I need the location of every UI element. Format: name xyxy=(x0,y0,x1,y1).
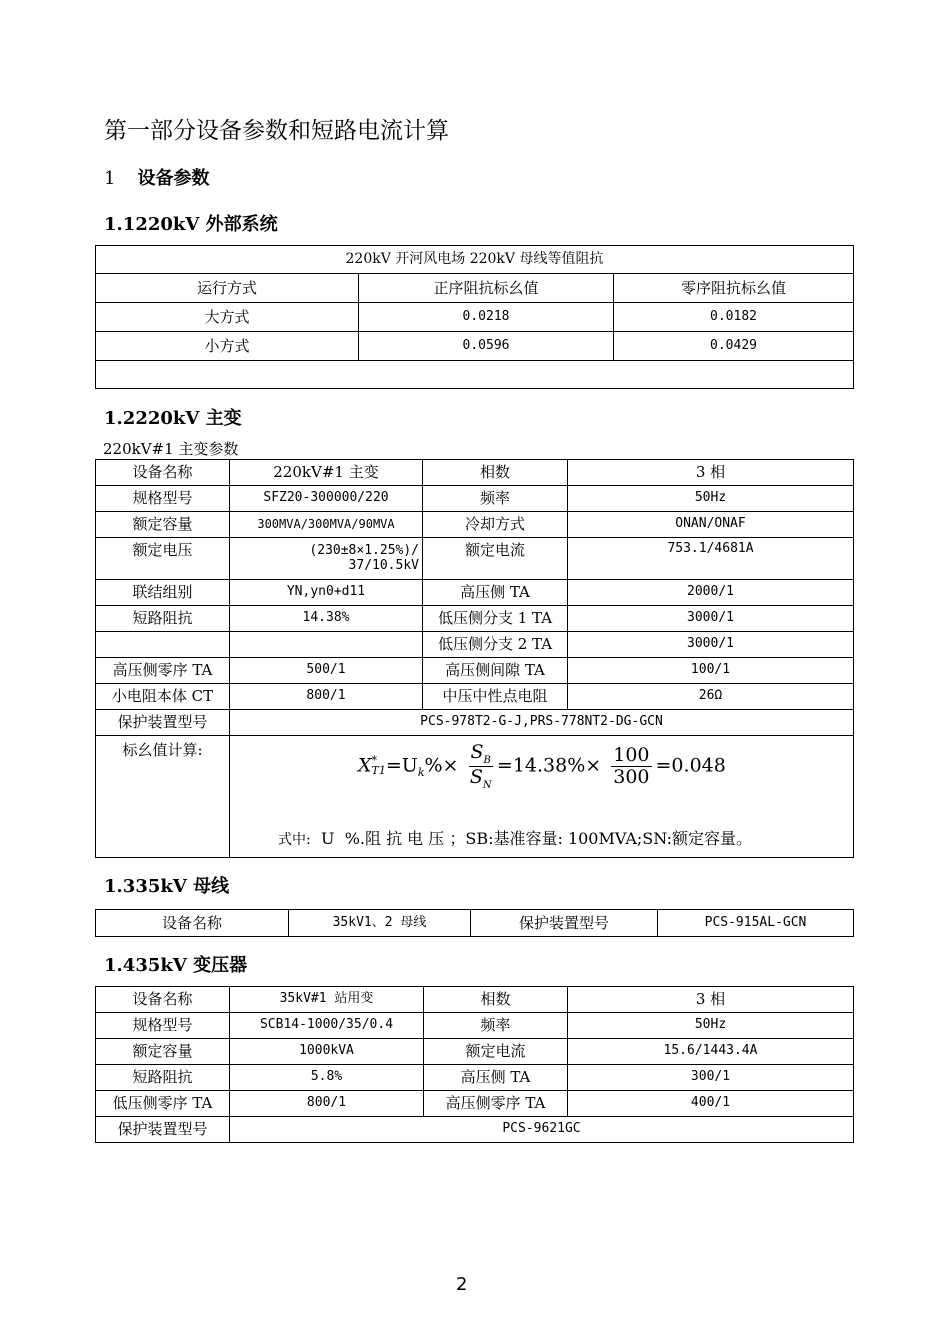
cell: 额定容量 xyxy=(96,512,230,538)
cell: 0.0182 xyxy=(614,303,854,332)
pu-formula xyxy=(358,742,726,791)
bus-table xyxy=(95,909,854,937)
cell: 0.0429 xyxy=(614,332,854,361)
table-row xyxy=(96,987,854,1013)
cell: 50Hz xyxy=(568,486,854,512)
protection-label: 保护装置型号 xyxy=(96,1117,230,1143)
protection-label: 保护装置型号 xyxy=(96,710,230,736)
formula-k-sub: k xyxy=(417,766,425,780)
table-row xyxy=(96,684,854,710)
cell: 高压侧 TA xyxy=(423,580,568,606)
cell: 低压侧零序 TA xyxy=(96,1091,230,1117)
cell: 设备名称 xyxy=(96,910,289,937)
formula-sub: T1 xyxy=(371,764,386,778)
section-heading-1-4: 1.435kV 变压器 xyxy=(104,955,248,976)
table-row xyxy=(96,580,854,606)
frac-100: 100 xyxy=(613,743,650,766)
formula-lhs: X xyxy=(358,754,372,777)
cell: 753.1/4681A xyxy=(568,538,854,580)
fraction-100-300 xyxy=(611,745,651,788)
formula-eq1: =U xyxy=(385,754,418,777)
pu-formula-cell xyxy=(230,736,854,858)
frac-sb: S xyxy=(470,741,484,763)
cell xyxy=(96,632,230,658)
formula-eq1-rest: %× xyxy=(424,754,459,777)
table-caption: 220kV#1 主变参数 xyxy=(103,440,239,458)
cell: 短路阻抗 xyxy=(96,606,230,632)
section-heading-1 xyxy=(104,164,209,190)
table-row xyxy=(96,332,854,361)
note-u: U xyxy=(320,829,335,848)
frac-sn: S xyxy=(469,765,483,788)
empty-row xyxy=(96,361,854,389)
table-row xyxy=(96,512,854,538)
table-row xyxy=(96,910,854,937)
table-row xyxy=(96,460,854,486)
main-transformer-table xyxy=(95,459,854,858)
cell: 小方式 xyxy=(96,332,359,361)
cell: 0.0218 xyxy=(359,303,614,332)
cell: 3000/1 xyxy=(568,632,854,658)
cell: 联结组别 xyxy=(96,580,230,606)
formula-mid: =14.38%× xyxy=(496,754,602,777)
cell: 小电阻本体 CT xyxy=(96,684,230,710)
note-prefix: 式中: xyxy=(278,832,311,848)
cell: 0.0596 xyxy=(359,332,614,361)
cell: 3000/1 xyxy=(568,606,854,632)
cell: 额定容量 xyxy=(96,1039,230,1065)
cell: 高压侧零序 TA xyxy=(96,658,230,684)
cell: 相数 xyxy=(423,460,568,486)
table-row xyxy=(96,303,854,332)
table-row xyxy=(96,538,854,580)
cell: 14.38% xyxy=(230,606,423,632)
table-row xyxy=(96,1091,854,1117)
cell: 2000/1 xyxy=(568,580,854,606)
header-cell: 正序阻抗标幺值 xyxy=(359,274,614,303)
table-row xyxy=(96,1013,854,1039)
cell: 低压侧分支 1 TA xyxy=(423,606,568,632)
cell: 大方式 xyxy=(96,303,359,332)
frac-sn-sub: N xyxy=(482,779,492,791)
cell: 1000kVA xyxy=(230,1039,424,1065)
frac-sb-sub: B xyxy=(483,754,491,766)
section-label: 设备参数 xyxy=(137,168,210,189)
cell: 保护装置型号 xyxy=(471,910,658,937)
cell: 冷却方式 xyxy=(423,512,568,538)
cell: 5.8% xyxy=(230,1065,424,1091)
formula-result: =0.048 xyxy=(655,754,726,777)
cell: 额定电压 xyxy=(96,538,230,580)
fraction-sb-sn xyxy=(469,742,493,791)
cell: 400/1 xyxy=(568,1091,854,1117)
page-title: 第一部分设备参数和短路电流计算 xyxy=(104,118,449,144)
formula-note xyxy=(278,830,752,848)
pu-calc-label: 标幺值计算: xyxy=(96,736,230,858)
table-row xyxy=(96,1065,854,1091)
cell: PCS-915AL-GCN xyxy=(658,910,854,937)
table-row xyxy=(96,1039,854,1065)
cell: 800/1 xyxy=(230,1091,424,1117)
cell: 50Hz xyxy=(568,1013,854,1039)
header-cell: 运行方式 xyxy=(96,274,359,303)
table-row xyxy=(96,710,854,736)
cell: 高压侧间隙 TA xyxy=(423,658,568,684)
cell: 35kV#1 站用变 xyxy=(230,987,424,1013)
table-row xyxy=(96,486,854,512)
cell: 设备名称 xyxy=(96,460,230,486)
section-heading-1-2: 1.2220kV 主变 xyxy=(104,408,242,429)
cell: 300MVA/300MVA/90MVA xyxy=(230,512,423,538)
page-number: 2 xyxy=(456,1274,468,1295)
cell: 频率 xyxy=(423,486,568,512)
station-transformer-table xyxy=(95,986,854,1143)
cell: 短路阻抗 xyxy=(96,1065,230,1091)
cell: 100/1 xyxy=(568,658,854,684)
cell: 额定电流 xyxy=(424,1039,568,1065)
cell: 高压侧零序 TA xyxy=(424,1091,568,1117)
cell: 设备名称 xyxy=(96,987,230,1013)
cell: 低压侧分支 2 TA xyxy=(423,632,568,658)
table-row xyxy=(96,658,854,684)
table-row xyxy=(96,736,854,858)
table-title: 220kV 开河风电场 220kV 母线等值阻抗 xyxy=(96,246,854,274)
cell: 额定电流 xyxy=(423,538,568,580)
system-impedance-table xyxy=(95,245,854,389)
section-number: 1 xyxy=(104,168,116,189)
cell: 中压中性点电阻 xyxy=(423,684,568,710)
cell: 规格型号 xyxy=(96,1013,230,1039)
cell: 800/1 xyxy=(230,684,423,710)
protection-model: PCS-978T2-G-J,PRS-778NT2-DG-GCN xyxy=(230,710,854,736)
frac-300: 300 xyxy=(613,765,650,788)
section-heading-1-3: 1.335kV 母线 xyxy=(104,876,230,897)
cell: SCB14-1000/35/0.4 xyxy=(230,1013,424,1039)
cell: 3 相 xyxy=(568,460,854,486)
table-row xyxy=(96,632,854,658)
cell: SFZ20-300000/220 xyxy=(230,486,423,512)
section-heading-1-1: 1.1220kV 外部系统 xyxy=(104,214,278,235)
cell: 相数 xyxy=(424,987,568,1013)
cell: YN,yn0+d11 xyxy=(230,580,423,606)
cell: 220kV#1 主变 xyxy=(230,460,423,486)
cell: 35kV1、2 母线 xyxy=(289,910,471,937)
cell: (230±8×1.25%)/ 37/10.5kV xyxy=(230,538,423,580)
cell: 规格型号 xyxy=(96,486,230,512)
note-text: %.阻 抗 电 压 ；SB:基准容量: 100MVA;SN:额定容量。 xyxy=(344,829,753,848)
cell: 频率 xyxy=(424,1013,568,1039)
cell: 高压侧 TA xyxy=(424,1065,568,1091)
cell: 500/1 xyxy=(230,658,423,684)
formula-sup: * xyxy=(371,754,378,768)
cell xyxy=(230,632,423,658)
cell: 15.6/1443.4A xyxy=(568,1039,854,1065)
cell: 3 相 xyxy=(568,987,854,1013)
table-row xyxy=(96,606,854,632)
protection-model: PCS-9621GC xyxy=(230,1117,854,1143)
cell: ONAN/ONAF xyxy=(568,512,854,538)
table-row xyxy=(96,1117,854,1143)
cell: 26Ω xyxy=(568,684,854,710)
header-cell: 零序阻抗标幺值 xyxy=(614,274,854,303)
cell: 300/1 xyxy=(568,1065,854,1091)
